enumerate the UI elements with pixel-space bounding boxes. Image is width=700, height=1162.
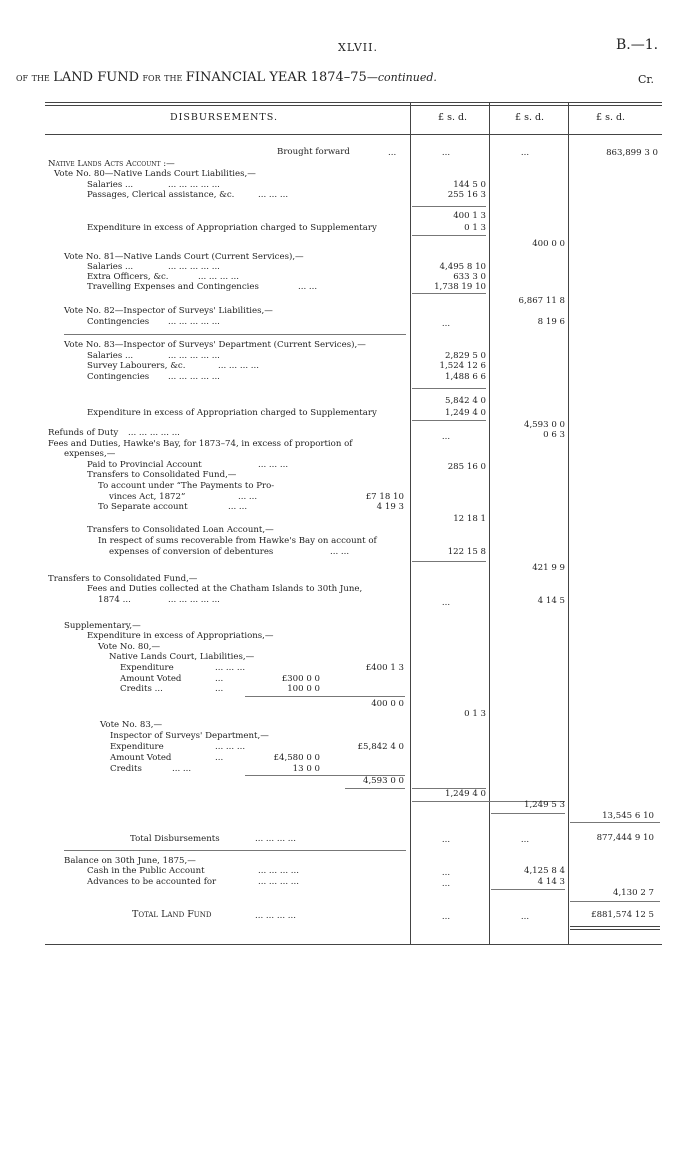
subtotal-rule [570, 901, 660, 902]
row-text: Salaries ... [87, 351, 134, 361]
row-text: Balance on 30th June, 1875,— [64, 856, 196, 866]
row-text: Supplementary,— [64, 621, 141, 631]
row-text: Contingencies [87, 317, 150, 327]
row-amount-c1: ... [441, 868, 451, 878]
row-text: Salaries ... [87, 262, 134, 272]
row-amount-c1: 255 16 3 [447, 190, 486, 200]
col-divider-2 [489, 102, 490, 944]
row-dots: ... ... ... ... ... [168, 262, 220, 272]
total-label: Total Disbursements [130, 834, 220, 844]
grand-total-rule [570, 926, 660, 927]
subtitle-main: LAND FUND [53, 70, 139, 85]
row-text: Vote No. 83,— [100, 720, 163, 730]
row-text: Credits ... [120, 684, 163, 694]
row-inner-amount: £5,842 4 0 [357, 742, 404, 752]
row-dots: ... ... ... [258, 190, 289, 200]
row-text: Transfers to Consolidated Fund,— [87, 470, 237, 480]
row-amount-c2: 400 0 0 [532, 239, 565, 249]
header-bottom-rule [45, 134, 662, 135]
row-amount-c2: 4 14 5 [537, 596, 565, 606]
page-number: XLVII. [338, 41, 378, 54]
row-amount-c1: 633 3 0 [453, 272, 486, 282]
row-inner-amount: £7 18 10 [365, 492, 404, 502]
row-text: Expenditure in excess of Appropriation charged to Supplementary [87, 223, 377, 233]
subtitle-year: FINANCIAL YEAR 1874–75 [185, 70, 367, 85]
row-amount-c2: 6,867 11 8 [518, 296, 565, 306]
row-text: expenses,— [64, 449, 116, 459]
col-header-2: £ s. d. [515, 112, 545, 123]
row-amount-c2: ... [520, 835, 530, 845]
row-dots: ... ... ... ... ... [128, 428, 180, 438]
row-text: Credits [110, 764, 142, 774]
row-text: Amount Voted [110, 753, 172, 763]
col-divider-1 [410, 102, 411, 944]
row-dots: ... ... [172, 764, 192, 774]
row-text: Transfers to Consolidated Fund,— [48, 574, 198, 584]
row-amount-c1: 1,249 4 0 [444, 408, 486, 418]
row-amount-c2: 8 19 6 [537, 317, 565, 327]
row-dots: ... ... [330, 547, 350, 557]
row-amount-c1: 0 1 3 [464, 223, 486, 233]
row-amount-c3: 863,899 3 0 [606, 148, 658, 158]
row-text: To account under “The Payments to Pro- [98, 481, 275, 491]
row-text: Paid to Provincial Account [87, 460, 202, 470]
row-amount-c1: ... [441, 598, 451, 608]
row-text: Fees and Duties, Hawke's Bay, for 1873–74, in excess of proportion of [48, 439, 353, 449]
row-amount-c3: 877,444 9 10 [596, 833, 654, 843]
row-text: Vote No. 80,— [98, 642, 161, 652]
row-amount-c1: 1,249 4 0 [444, 789, 486, 799]
vote-heading: Vote No. 82—Inspector of Surveys' Liabilities,— [64, 306, 273, 316]
row-amount-c1: ... [441, 432, 451, 442]
row-amount-c1: 1,488 6 6 [444, 372, 486, 382]
table-top-rule-2 [45, 105, 662, 106]
vote-heading: Vote No. 80—Native Lands Court Liabilities,— [54, 169, 256, 179]
section-rule [64, 850, 406, 851]
row-inner-amount: £400 1 3 [365, 663, 404, 673]
row-text: vinces Act, 1872” [109, 492, 186, 502]
row-text: Survey Labourers, &c. [87, 361, 186, 371]
row-amount-c2: ... [520, 148, 530, 158]
row-inner-amount-2: £300 0 0 [281, 674, 320, 684]
row-dots: ... ... [238, 492, 258, 502]
row-inner-amount: 400 0 0 [371, 699, 404, 709]
subtotal-rule [491, 813, 565, 814]
subtotal-rule [412, 206, 486, 207]
subtotal-rule [570, 822, 660, 823]
subtitle-cont: —continued. [366, 71, 437, 84]
row-amount-c1: ... [441, 319, 451, 329]
row-text: Expenditure in excess of Appropriations,— [87, 631, 274, 641]
row-inner-amount-2: 100 0 0 [287, 684, 320, 694]
row-amount-c2: 1,249 5 3 [523, 800, 565, 810]
row-amount-c2: 4,125 8 4 [523, 866, 565, 876]
row-text: Brought forward [277, 147, 350, 157]
row-text: Contingencies [87, 372, 150, 382]
row-amount-c2: ... [520, 912, 530, 922]
row-text: Cash in the Public Account [87, 866, 205, 876]
row-amount-c3: £881,574 12 5 [591, 910, 654, 920]
row-inner-amount-2: 13 0 0 [292, 764, 320, 774]
row-amount-c2: 0 6 3 [543, 430, 565, 440]
row-amount-c1: ... [441, 879, 451, 889]
row-dots: ... [215, 674, 224, 684]
col-divider-3 [568, 102, 569, 944]
row-dots: ... [388, 148, 397, 158]
row-text: Passages, Clerical assistance, &c. [87, 190, 235, 200]
page-subtitle [16, 70, 437, 85]
row-text: Fees and Duties collected at the Chatham Islands to 30th June, [87, 584, 363, 594]
row-inner-amount-2: £4,580 0 0 [273, 753, 320, 763]
col-header-description: DISBURSEMENTS. [170, 112, 278, 123]
row-dots: ... ... ... ... [198, 272, 239, 282]
subtotal-rule [412, 388, 486, 389]
row-amount-c1: ... [441, 148, 451, 158]
row-text: Inspector of Surveys' Department,— [110, 731, 269, 741]
grand-total-label: Total Land Fund [132, 909, 212, 920]
row-amount-c1: 1,738 19 10 [434, 282, 486, 292]
subtotal-rule [412, 235, 486, 236]
row-dots: ... [215, 753, 224, 763]
row-amount-c3: 13,545 6 10 [602, 811, 654, 821]
subtotal-rule [412, 293, 486, 294]
row-amount-c1: ... [441, 912, 451, 922]
row-dots: ... ... ... ... [255, 911, 296, 921]
row-amount-c1: 2,829 5 0 [444, 351, 486, 361]
row-dots: ... ... [298, 282, 318, 292]
subtitle-mid: for the [142, 71, 183, 84]
row-amount-c1: 0 1 3 [464, 709, 486, 719]
row-amount-c1: 122 15 8 [447, 547, 486, 557]
subtotal-rule [491, 889, 565, 890]
row-dots: ... ... [228, 502, 248, 512]
row-inner-amount: 4 19 3 [376, 502, 404, 512]
table-top-rule [45, 102, 662, 103]
row-amount-c2: 421 9 9 [532, 563, 565, 573]
row-text: Expenditure [110, 742, 164, 752]
row-text: Expenditure [120, 663, 174, 673]
row-text: Native Lands Court, Liabilities,— [109, 652, 255, 662]
row-text: 1874 ... [98, 595, 131, 605]
subtotal-rule [245, 696, 405, 697]
row-dots: ... ... ... ... ... [168, 180, 220, 190]
table-bottom-rule [45, 944, 662, 945]
row-amount-c1: 400 1 3 [453, 211, 486, 221]
row-text: Transfers to Consolidated Loan Account,— [87, 525, 274, 535]
row-text: Expenditure in excess of Appropriation charged to Supplementary [87, 408, 377, 418]
row-dots: ... ... ... ... [218, 361, 259, 371]
row-text: Travelling Expenses and Contingencies [87, 282, 259, 292]
row-dots: ... ... ... ... [258, 866, 299, 876]
row-dots: ... ... ... [215, 663, 246, 673]
row-dots: ... ... ... [258, 460, 289, 470]
row-dots: ... [215, 684, 224, 694]
row-amount-c1: 12 18 1 [453, 514, 486, 524]
row-dots: ... ... ... [215, 742, 246, 752]
row-amount-c1: 144 5 0 [453, 180, 486, 190]
row-dots: ... ... ... ... ... [168, 317, 220, 327]
subtotal-rule [412, 420, 486, 421]
row-text: Amount Voted [120, 674, 182, 684]
row-amount-c1: 5,842 4 0 [444, 396, 486, 406]
row-text: In respect of sums recoverable from Hawke's Bay on account of [98, 536, 377, 546]
row-amount-c3: 4,130 2 7 [612, 888, 654, 898]
row-text: expenses of conversion of debentures [109, 547, 274, 557]
row-amount-c2: 4,593 0 0 [523, 420, 565, 430]
subtotal-rule [345, 788, 405, 789]
vote-heading: Vote No. 81—Native Lands Court (Current Services),— [64, 252, 304, 262]
section-heading: Native Lands Acts Account :— [48, 159, 175, 169]
row-dots: ... ... ... ... ... [168, 372, 220, 382]
row-amount-c2: 4 14 3 [537, 877, 565, 887]
row-amount-c1: 1,524 12 6 [439, 361, 486, 371]
col-header-3: £ s. d. [596, 112, 626, 123]
row-text: Advances to be accounted for [87, 877, 217, 887]
section-rule [64, 334, 406, 335]
row-dots: ... ... ... ... ... [168, 595, 220, 605]
row-dots: ... ... ... ... [258, 877, 299, 887]
subtotal-rule [412, 561, 486, 562]
row-amount-c1: 4,495 8 10 [439, 262, 486, 272]
document-id: B.—1. [616, 37, 659, 53]
row-amount-c1: 285 16 0 [447, 462, 486, 472]
row-dots: ... ... ... ... ... [168, 351, 220, 361]
credit-side-label: Cr. [638, 73, 654, 86]
subtitle-pre: of the [16, 71, 50, 84]
row-dots: ... ... ... ... [255, 834, 296, 844]
vote-heading: Vote No. 83—Inspector of Surveys' Department (Current Services),— [64, 340, 366, 350]
col-header-1: £ s. d. [438, 112, 468, 123]
row-text: Refunds of Duty [48, 428, 119, 438]
row-text: Extra Officers, &c. [87, 272, 169, 282]
row-amount-c1: ... [441, 835, 451, 845]
grand-total-rule-2 [570, 929, 660, 930]
row-text: To Separate account [98, 502, 188, 512]
row-inner-amount: 4,593 0 0 [362, 776, 404, 786]
row-text: Salaries ... [87, 180, 134, 190]
